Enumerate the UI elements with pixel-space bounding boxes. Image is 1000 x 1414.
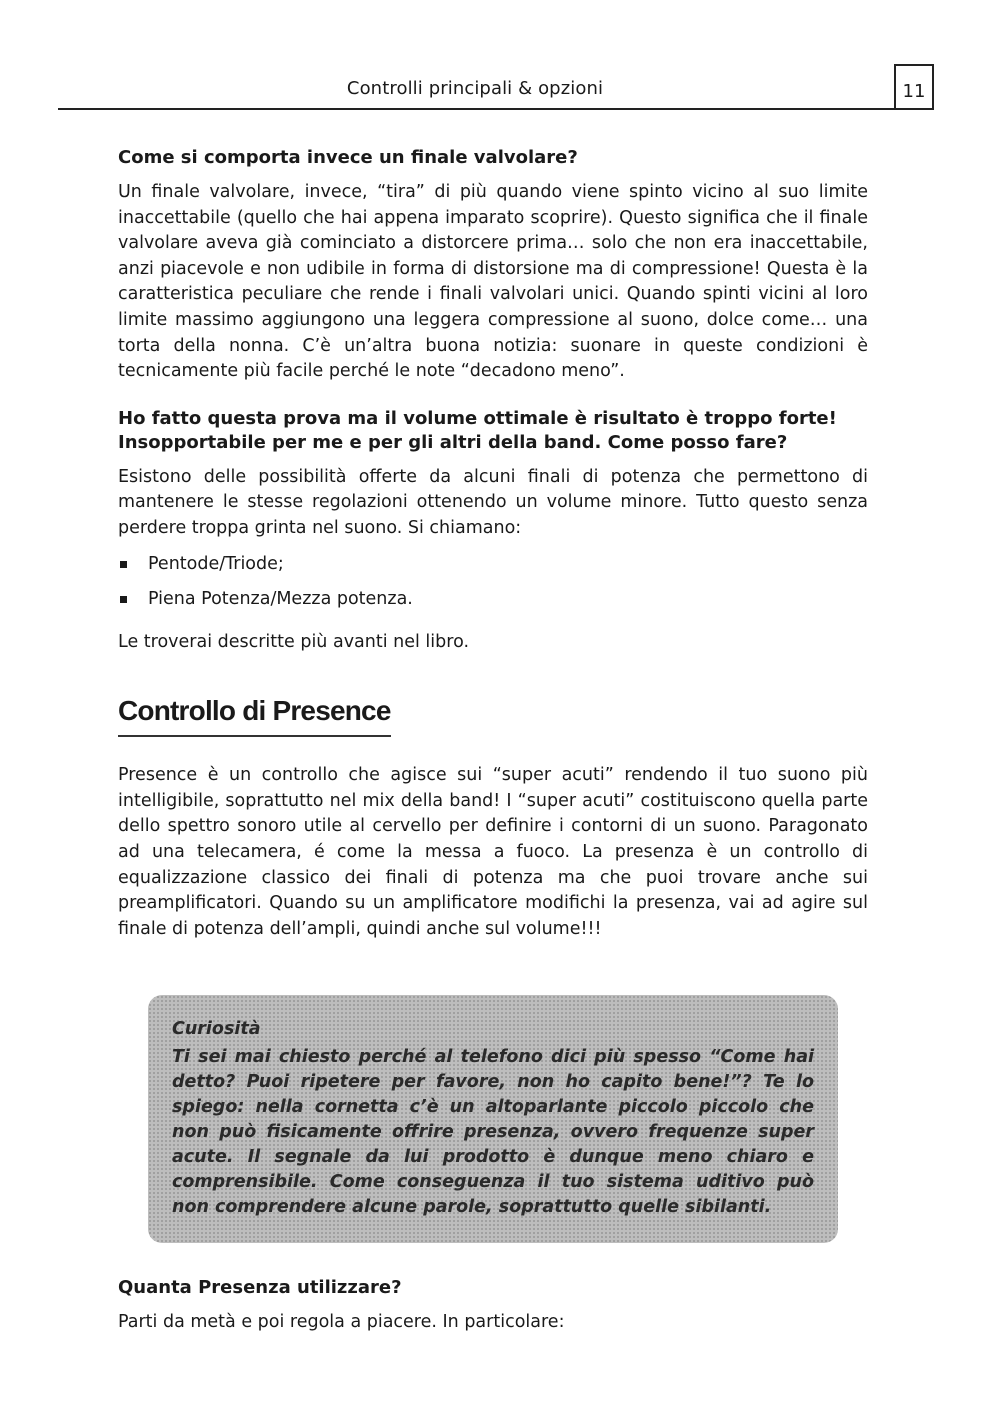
list-item-text: Piena Potenza/Mezza potenza. (148, 588, 413, 609)
question-heading-volume: Ho fatto questa prova ma il volume ottimale è risultato è troppo forte! Insopportabile per me e per gli altri della band. Come posso fare? (118, 407, 837, 453)
page-content (118, 146, 868, 942)
page-header (58, 64, 934, 110)
page-number: 11 (894, 64, 934, 108)
list-item (118, 552, 868, 577)
question-heading-valve-amp: Come si comporta invece un finale valvolare? (118, 147, 578, 168)
paragraph-closing: Le troverai descritte più avanti nel libro. (118, 631, 470, 652)
bullet-square-icon (120, 561, 127, 568)
callout-title: Curiosità (172, 1019, 261, 1039)
curiosity-callout-box (148, 995, 838, 1243)
question-heading-presence-amount: Quanta Presenza utilizzare? (118, 1277, 402, 1298)
callout-text: Ti sei mai chiesto perché al telefono dici più spesso “Come hai detto? Puoi ripetere per favore, non ho capito bene!”? Te lo spiego: nella cornetta c’è un altoparlante piccolo piccolo che non può fisicamente offrire presenza, ovvero frequenze super acute. Il segnale da lui prodotto è dunque meno chiaro e comprensibile. Come conseguenza il tuo sistema uditivo può non comprendere alcune parole, soprattutto quelle sibilanti. (172, 1047, 814, 1217)
options-list (118, 552, 868, 612)
list-item (118, 587, 868, 612)
list-item-text: Pentode/Triode; (148, 553, 284, 574)
running-header-title: Controlli principali & opzioni (346, 78, 604, 99)
section-title-presence: Controllo di Presence (118, 695, 391, 737)
paragraph-options: Esistono delle possibilità offerte da alcuni finali di potenza che permettono di mantenere le stesse regolazioni ottenendo un volume minore. Tutto questo senza perdere troppa grinta nel suono. Si chiamano: (118, 466, 868, 538)
bullet-square-icon (120, 596, 127, 603)
paragraph-presence: Presence è un controllo che agisce sui “super acuti” rendendo il tuo suono più intelligibile, soprattutto nel mix della band! I “super acuti” costituiscono quella parte dello spettro sonoro utile al cervello per definire i contorni di un suono. Paragonato ad una telecamera, é come la messa a fuoco. La presenza è un controllo di equalizzazione classico dei finali di potenza ma che puoi trovare anche sui preamplificatori. Quando su un amplificatore modifichi la presenza, vai ad agire sul finale di potenza dell’ampli, quindi anche sul volume!!! (118, 765, 868, 939)
paragraph-presence-amount: Parti da metà e poi regola a piacere. In particolare: (118, 1312, 565, 1332)
final-section (118, 1276, 868, 1336)
header-rule (58, 108, 934, 110)
paragraph-valve-amp: Un finale valvolare, invece, “tira” di più quando viene spinto vicino al suo limite inaccettabile (quello che hai appena imparato scoprire). Questo significa che il finale valvolare aveva già cominciato a distorcere prima… solo che non era inaccettabile, anzi piacevole e non udibile in forma di distorsione ma di compressione! Questa è la caratteristica peculiare che rende i finali valvolari unici. Quando spinti vicini al loro limite massimo aggiungono una leggera compressione al suono, dolce come… una torta della nonna. C’è un’altra buona notizia: suonare in queste condizioni è tecnicamente più facile perché le note “decadono meno”. (118, 182, 868, 382)
